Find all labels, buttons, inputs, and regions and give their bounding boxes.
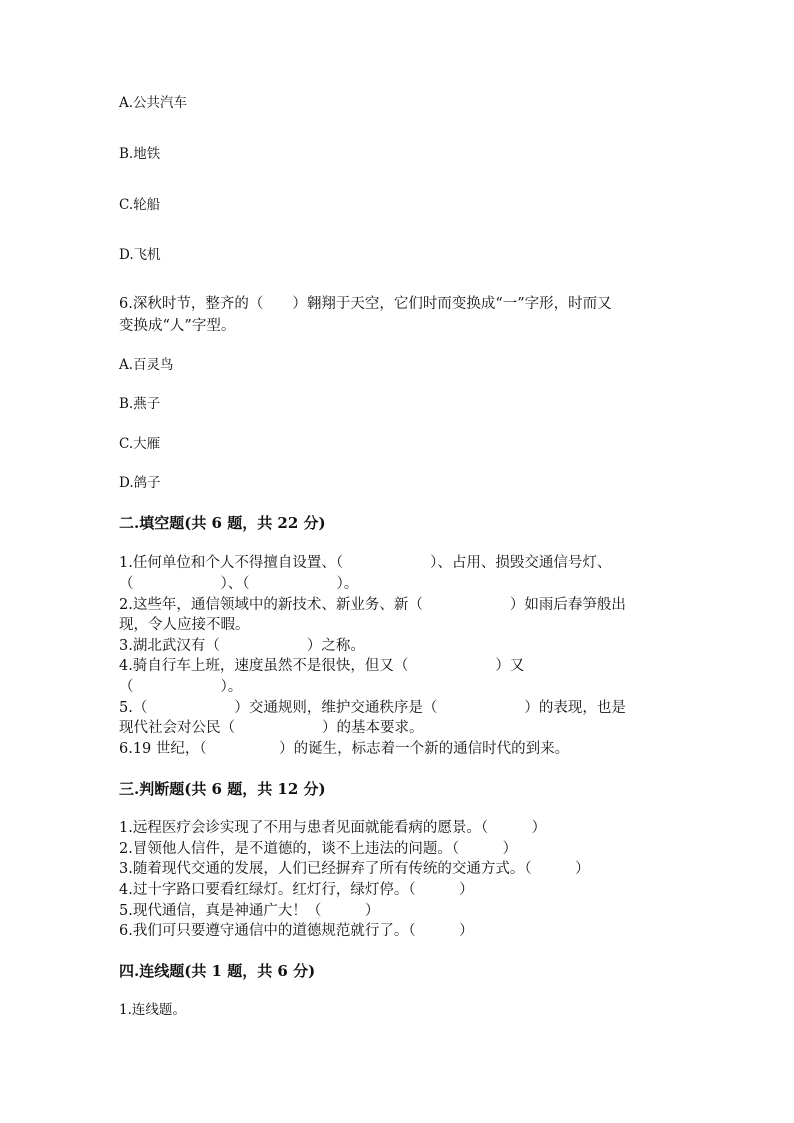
q5-option-c: C.轮船 [119, 197, 161, 213]
fill-line-8: 5.（ ）交通规则，维护交通秩序是（ ）的表现，也是 [119, 700, 626, 716]
fill-line-6: 4.骑自行车上班，速度虽然不是很快，但又（ ）又 [119, 658, 525, 674]
q6-option-b: B.燕子 [119, 396, 161, 412]
fill-line-9: 现代社会对公民（ ）的基本要求。 [119, 720, 424, 736]
q5-option-d: D.飞机 [119, 247, 161, 263]
fill-line-1: 1.任何单位和个人不得擅自设置、（ ）、占用、损毁交通信号灯、 [119, 555, 612, 571]
judge-line-6: 6.我们可只要遵守通信中的道德规范就行了。（ ） [119, 923, 474, 939]
fill-line-10: 6.19 世纪，（ ）的诞生，标志着一个新的通信时代的到来。 [119, 741, 570, 757]
judge-line-3: 3.随着现代交通的发展，人们已经摒弃了所有传统的交通方式。（ ） [119, 861, 590, 877]
question-6-line2: 变换成“人”字型。 [119, 318, 236, 334]
section-heading-judge: 三.判断题(共 6 题，共 12 分) [119, 780, 326, 798]
fill-line-7: （ ）。 [119, 679, 243, 695]
q5-option-a: A.公共汽车 [119, 95, 188, 111]
judge-line-1: 1.远程医疗会诊实现了不用与患者见面就能看病的愿景。（ ） [119, 820, 547, 836]
section-heading-fill: 二.填空题(共 6 题，共 22 分) [119, 514, 326, 532]
fill-line-4: 现，令人应接不暇。 [119, 617, 250, 633]
section-heading-match: 四.连线题(共 1 题，共 6 分) [119, 962, 316, 980]
q6-option-d: D.鸽子 [119, 475, 161, 491]
q6-option-c: C.大雁 [119, 436, 161, 452]
fill-line-3: 2.这些年，通信领域中的新技术、新业务、新（ ）如雨后春笋般出 [119, 597, 626, 613]
question-6-line1: 6.深秋时节，整齐的（ ）翱翔于天空，它们时而变换成“一”字形，时而又 [119, 296, 612, 312]
match-line-1: 1.连线题。 [119, 1002, 186, 1018]
fill-line-5: 3.湖北武汉有（ ）之称。 [119, 638, 365, 654]
fill-line-2: （ ）、（ ）。 [119, 576, 359, 592]
judge-line-2: 2.冒领他人信件，是不道德的，谈不上违法的问题。（ ） [119, 841, 518, 857]
q6-option-a: A.百灵鸟 [119, 357, 174, 373]
judge-line-4: 4.过十字路口要看红绿灯。红灯行，绿灯停。（ ） [119, 882, 474, 898]
judge-line-5: 5.现代通信，真是神通广大！（ ） [119, 903, 380, 919]
q5-option-b: B.地铁 [119, 146, 161, 162]
